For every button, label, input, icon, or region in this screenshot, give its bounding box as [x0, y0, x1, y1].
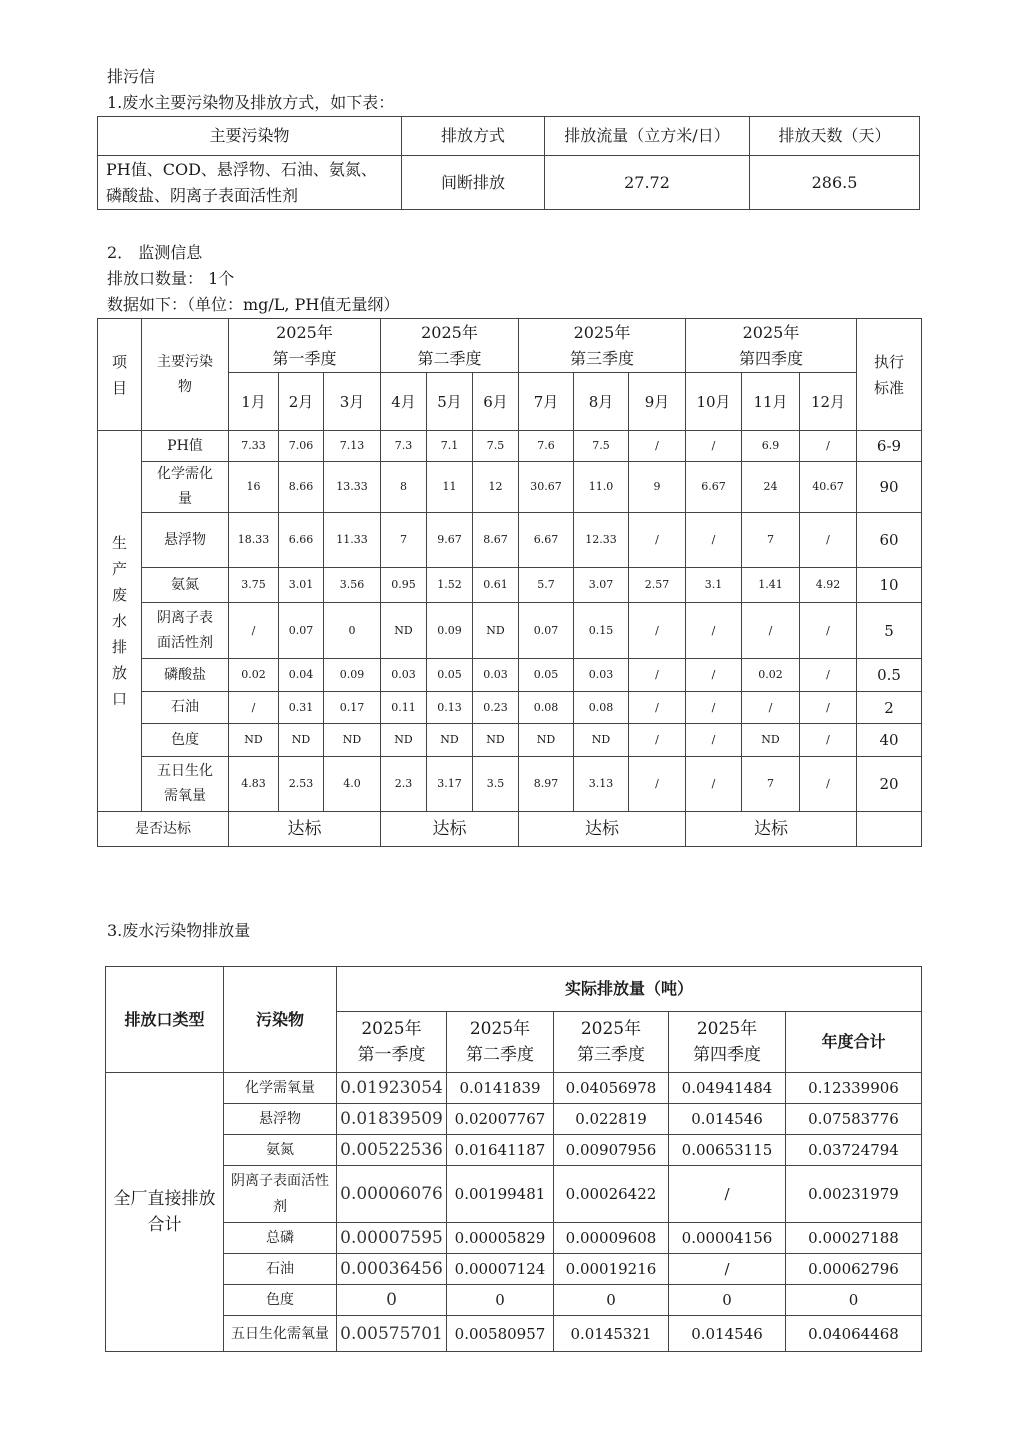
month-value: ND: [473, 724, 519, 757]
header-actual-emission: 实际排放量（吨）: [337, 967, 922, 1012]
header-q2: 2025年 第二季度: [381, 319, 519, 373]
month-value: 2.53: [279, 757, 324, 812]
quarter-value: 0.00036456: [337, 1254, 447, 1285]
month-value: 6.67: [519, 513, 574, 568]
header-discharge-days: 排放天数（天）: [750, 117, 920, 156]
month-value: 1.41: [742, 568, 800, 603]
header-month: 10月: [686, 373, 742, 431]
header-month: 11月: [742, 373, 800, 431]
header-standard: 执行标准: [857, 319, 922, 431]
header-month: 6月: [473, 373, 519, 431]
month-value: /: [686, 431, 742, 462]
month-value: 3.17: [427, 757, 473, 812]
month-value: 7.5: [574, 431, 629, 462]
month-value: 0.05: [427, 659, 473, 692]
pollutants-line-2: 磷酸盐、阴离子表面活性剂: [106, 185, 299, 205]
table-row: [98, 462, 922, 513]
pollutant-name: 阴离子表面活性剂: [142, 603, 229, 659]
month-value: 0.04: [279, 659, 324, 692]
header-outlet-type: 排放口类型: [106, 967, 224, 1073]
quarter-value: 0.0141839: [447, 1073, 554, 1104]
month-value: /: [686, 757, 742, 812]
month-value: /: [629, 724, 686, 757]
table-row: [106, 1254, 922, 1285]
table-row: [106, 1135, 922, 1166]
annual-total-value: 0.12339906: [786, 1073, 922, 1104]
pollutant-name: 氨氮: [142, 568, 229, 603]
month-value: 7.33: [229, 431, 279, 462]
quarter-value: 0.04941484: [669, 1073, 786, 1104]
header-q3: 2025年 第三季度: [519, 319, 686, 373]
month-value: 0.07: [519, 603, 574, 659]
month-value: 4.0: [324, 757, 381, 812]
month-value: 7: [381, 513, 427, 568]
quarter-value: 0: [669, 1285, 786, 1316]
compliance-label: 是否达标: [98, 812, 229, 847]
month-value: /: [686, 724, 742, 757]
quarter-value: /: [669, 1166, 786, 1223]
standard-value: 40: [857, 724, 922, 757]
pollutant-name: 悬浮物: [224, 1104, 337, 1135]
month-value: 8.66: [279, 462, 324, 513]
pollutant-name: 阴离子表面活性剂: [224, 1166, 337, 1223]
month-value: 0.23: [473, 692, 519, 724]
month-value: 0.05: [519, 659, 574, 692]
month-value: /: [629, 659, 686, 692]
discharge-days-value: 286.5: [750, 156, 920, 210]
table-row: [98, 724, 922, 757]
month-value: /: [686, 692, 742, 724]
month-value: ND: [574, 724, 629, 757]
table-row: [98, 603, 922, 659]
quarter-value: 0.00026422: [554, 1166, 669, 1223]
month-value: 8.67: [473, 513, 519, 568]
section2-title: 2． 监测信息: [107, 243, 203, 262]
quarter-value: 0.00019216: [554, 1254, 669, 1285]
month-value: 7.1: [427, 431, 473, 462]
month-value: 0.03: [473, 659, 519, 692]
month-value: 13.33: [324, 462, 381, 513]
month-value: 0.15: [574, 603, 629, 659]
standard-value: 5: [857, 603, 922, 659]
header-discharge-flow: 排放流量（立方米/日）: [545, 117, 750, 156]
quarter-value: /: [669, 1254, 786, 1285]
header-main-pollutants: 主要污染物: [98, 117, 402, 156]
month-value: /: [629, 692, 686, 724]
month-value: 6.9: [742, 431, 800, 462]
month-value: 7.06: [279, 431, 324, 462]
month-value: 1.52: [427, 568, 473, 603]
header-q1: 2025年 第一季度: [337, 1012, 447, 1073]
table-row: [98, 757, 922, 812]
month-value: ND: [279, 724, 324, 757]
pollutant-name: 化学需化量: [142, 462, 229, 513]
compliance-standard-empty: [857, 812, 922, 847]
month-value: 0.13: [427, 692, 473, 724]
discharge-method-value: 间断排放: [402, 156, 545, 210]
table-row: [106, 1166, 922, 1223]
table-row: [98, 431, 922, 462]
month-value: 8.97: [519, 757, 574, 812]
month-value: 3.13: [574, 757, 629, 812]
month-value: /: [629, 757, 686, 812]
outlet-type-label: 全厂直接排放合计: [106, 1073, 224, 1352]
pollutant-name: 石油: [142, 692, 229, 724]
month-value: 2.57: [629, 568, 686, 603]
annual-total-value: 0.00231979: [786, 1166, 922, 1223]
quarter-value: 0.01641187: [447, 1135, 554, 1166]
emission-volume-table: [105, 966, 922, 1352]
month-value: 6.67: [686, 462, 742, 513]
standard-value: 10: [857, 568, 922, 603]
month-value: 7.6: [519, 431, 574, 462]
quarter-value: 0.01839509: [337, 1104, 447, 1135]
month-value: /: [800, 431, 857, 462]
pollutant-name: 色度: [224, 1285, 337, 1316]
month-value: 16: [229, 462, 279, 513]
table-row: [98, 659, 922, 692]
quarter-value: 0.00575701: [337, 1316, 447, 1352]
month-value: 11.0: [574, 462, 629, 513]
month-value: 0.31: [279, 692, 324, 724]
pollutants-cell: [98, 156, 402, 210]
header-month: 2月: [279, 373, 324, 431]
month-value: 0.08: [574, 692, 629, 724]
month-value: 7.3: [381, 431, 427, 462]
compliance-q3: 达标: [519, 812, 686, 847]
header-month: 5月: [427, 373, 473, 431]
quarter-value: 0.00199481: [447, 1166, 554, 1223]
header-annual-total: 年度合计: [786, 1012, 922, 1073]
month-value: 3.5: [473, 757, 519, 812]
month-value: 0.61: [473, 568, 519, 603]
quarter-value: 0.00004156: [669, 1223, 786, 1254]
header-month: 9月: [629, 373, 686, 431]
month-value: 18.33: [229, 513, 279, 568]
month-value: 24: [742, 462, 800, 513]
pollutant-name: 五日生化需氧量: [224, 1316, 337, 1352]
month-value: 2.3: [381, 757, 427, 812]
month-value: 4.92: [800, 568, 857, 603]
month-value: 3.56: [324, 568, 381, 603]
month-value: /: [229, 692, 279, 724]
pollutant-name: 氨氮: [224, 1135, 337, 1166]
outlet-side-label: 生产废水排放口: [98, 431, 142, 812]
month-value: 7: [742, 757, 800, 812]
section3-title: 3.废水污染物排放量: [107, 921, 251, 940]
outlet-count: 排放口数量： 1个: [107, 269, 235, 288]
month-value: 8: [381, 462, 427, 513]
table-row: [98, 692, 922, 724]
month-value: /: [686, 513, 742, 568]
header-q4: 2025年 第四季度: [669, 1012, 786, 1073]
table-row: [106, 1223, 922, 1254]
month-value: 0.03: [574, 659, 629, 692]
month-value: 0: [324, 603, 381, 659]
month-value: /: [800, 513, 857, 568]
annual-total-value: 0.00027188: [786, 1223, 922, 1254]
month-value: 12: [473, 462, 519, 513]
quarter-value: 0.00907956: [554, 1135, 669, 1166]
header-month: 3月: [324, 373, 381, 431]
header-q2: 2025年 第二季度: [447, 1012, 554, 1073]
month-value: 3.1: [686, 568, 742, 603]
month-value: 11.33: [324, 513, 381, 568]
month-value: 30.67: [519, 462, 574, 513]
month-value: 0.02: [742, 659, 800, 692]
month-value: /: [629, 431, 686, 462]
month-value: 11: [427, 462, 473, 513]
quarter-value: 0.01923054: [337, 1073, 447, 1104]
month-value: /: [800, 757, 857, 812]
quarter-value: 0.0145321: [554, 1316, 669, 1352]
pollutant-name: 总磷: [224, 1223, 337, 1254]
quarter-value: 0.00006076: [337, 1166, 447, 1223]
table-row: [98, 513, 922, 568]
month-value: 3.01: [279, 568, 324, 603]
pollutant-discharge-table: [97, 116, 920, 210]
quarter-value: 0.02007767: [447, 1104, 554, 1135]
table-row: [106, 1073, 922, 1104]
header-month: 4月: [381, 373, 427, 431]
month-value: 0.09: [324, 659, 381, 692]
quarter-value: 0.00007595: [337, 1223, 447, 1254]
month-value: 6.66: [279, 513, 324, 568]
pollutant-name: 化学需氧量: [224, 1073, 337, 1104]
table-row: [106, 1285, 922, 1316]
monitoring-table: [97, 318, 922, 847]
month-value: 0.95: [381, 568, 427, 603]
quarter-value: 0.00007124: [447, 1254, 554, 1285]
month-value: 7.13: [324, 431, 381, 462]
header-pollutant: 主要污染物: [142, 319, 229, 431]
month-value: ND: [381, 603, 427, 659]
standard-value: 6-9: [857, 431, 922, 462]
quarter-value: 0.014546: [669, 1316, 786, 1352]
month-value: /: [742, 692, 800, 724]
quarter-value: 0.00580957: [447, 1316, 554, 1352]
table-row: [106, 1316, 922, 1352]
month-value: ND: [381, 724, 427, 757]
unit-note: 数据如下：（单位：mg/L, PH值无量纲）: [107, 295, 400, 314]
month-value: /: [629, 603, 686, 659]
header-month: 8月: [574, 373, 629, 431]
annual-total-value: 0: [786, 1285, 922, 1316]
month-value: 0.07: [279, 603, 324, 659]
quarter-value: 0.022819: [554, 1104, 669, 1135]
table-row: [98, 568, 922, 603]
pollutant-name: 悬浮物: [142, 513, 229, 568]
month-value: /: [229, 603, 279, 659]
month-value: 0.11: [381, 692, 427, 724]
month-value: 12.33: [574, 513, 629, 568]
pollutant-name: 五日生化需氧量: [142, 757, 229, 812]
header-discharge-method: 排放方式: [402, 117, 545, 156]
compliance-q1: 达标: [229, 812, 381, 847]
month-value: /: [800, 724, 857, 757]
page-heading: 排污信: [107, 67, 156, 86]
month-value: 40.67: [800, 462, 857, 513]
pollutant-name: 磷酸盐: [142, 659, 229, 692]
month-value: ND: [473, 603, 519, 659]
pollutant-name: 石油: [224, 1254, 337, 1285]
month-value: 9.67: [427, 513, 473, 568]
header-q3: 2025年 第三季度: [554, 1012, 669, 1073]
annual-total-value: 0.03724794: [786, 1135, 922, 1166]
standard-value: 0.5: [857, 659, 922, 692]
month-value: 0.02: [229, 659, 279, 692]
standard-value: 20: [857, 757, 922, 812]
month-value: ND: [742, 724, 800, 757]
month-value: ND: [229, 724, 279, 757]
month-value: /: [686, 659, 742, 692]
month-value: /: [742, 603, 800, 659]
quarter-value: 0.00522536: [337, 1135, 447, 1166]
discharge-flow-value: 27.72: [545, 156, 750, 210]
header-item: 项目: [98, 319, 142, 431]
month-value: 0.09: [427, 603, 473, 659]
month-value: 3.07: [574, 568, 629, 603]
quarter-value: 0: [554, 1285, 669, 1316]
month-value: /: [629, 513, 686, 568]
quarter-value: 0.04056978: [554, 1073, 669, 1104]
month-value: /: [800, 659, 857, 692]
month-value: 7.5: [473, 431, 519, 462]
quarter-value: 0.00009608: [554, 1223, 669, 1254]
standard-value: 2: [857, 692, 922, 724]
month-value: ND: [324, 724, 381, 757]
standard-value: 60: [857, 513, 922, 568]
month-value: /: [686, 603, 742, 659]
table-row: [106, 1104, 922, 1135]
header-month: 7月: [519, 373, 574, 431]
month-value: 0.03: [381, 659, 427, 692]
month-value: 0.17: [324, 692, 381, 724]
month-value: ND: [427, 724, 473, 757]
month-value: /: [800, 603, 857, 659]
compliance-q2: 达标: [381, 812, 519, 847]
quarter-value: 0.00005829: [447, 1223, 554, 1254]
month-value: 5.7: [519, 568, 574, 603]
month-value: 3.75: [229, 568, 279, 603]
pollutants-line-1: PH值、COD、悬浮物、石油、氨氮、: [106, 159, 377, 179]
month-value: 7: [742, 513, 800, 568]
standard-value: 90: [857, 462, 922, 513]
month-value: 9: [629, 462, 686, 513]
month-value: 4.83: [229, 757, 279, 812]
header-month: 1月: [229, 373, 279, 431]
header-pollutant: 污染物: [224, 967, 337, 1073]
quarter-value: 0: [337, 1285, 447, 1316]
compliance-q4: 达标: [686, 812, 857, 847]
month-value: ND: [519, 724, 574, 757]
month-value: 0.08: [519, 692, 574, 724]
header-month: 12月: [800, 373, 857, 431]
quarter-value: 0.00653115: [669, 1135, 786, 1166]
header-q1: 2025年 第一季度: [229, 319, 381, 373]
pollutant-name: PH值: [142, 431, 229, 462]
quarter-value: 0.014546: [669, 1104, 786, 1135]
annual-total-value: 0.04064468: [786, 1316, 922, 1352]
month-value: /: [800, 692, 857, 724]
header-q4: 2025年 第四季度: [686, 319, 857, 373]
annual-total-value: 0.00062796: [786, 1254, 922, 1285]
section1-title: 1.废水主要污染物及排放方式，如下表：: [107, 93, 395, 112]
annual-total-value: 0.07583776: [786, 1104, 922, 1135]
pollutant-name: 色度: [142, 724, 229, 757]
quarter-value: 0: [447, 1285, 554, 1316]
